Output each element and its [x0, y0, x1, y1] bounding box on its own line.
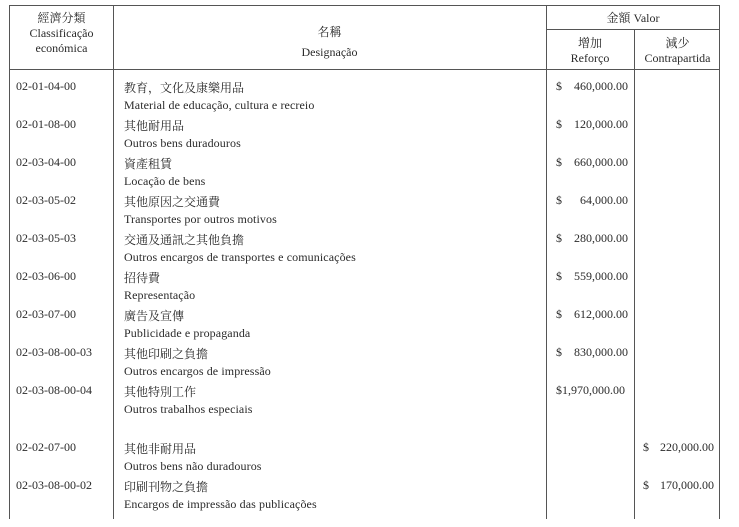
header-decrease-pt: Contrapartida [644, 51, 711, 65]
currency-sign: $ [556, 383, 562, 397]
row-code: 02-03-08-00-02 [16, 478, 92, 492]
row-name-zh: 資產租賃 [124, 157, 173, 171]
reforco-value: 460,000.00 [574, 79, 628, 93]
row-reforco [556, 231, 628, 246]
row-name-pt: Publicidade e propaganda [124, 326, 251, 340]
row-name-zh: 其他特別工作 [124, 385, 197, 399]
reforco-value: 660,000.00 [574, 155, 628, 169]
header-name-zh: 名稱 [317, 25, 342, 39]
currency-sign: $ [556, 307, 562, 321]
currency-sign: $ [556, 117, 562, 131]
row-name-pt: Outros bens não duradouros [124, 459, 262, 473]
header-decrease [634, 36, 721, 66]
header-economic-pt: Classificação económica [29, 26, 94, 55]
row-name-pt: Outros trabalhos especiais [124, 402, 253, 416]
row-name-pt: Material de educação, cultura e recreio [124, 98, 315, 112]
currency-sign: $ [556, 269, 562, 283]
header-increase-zh: 增加 [577, 36, 602, 50]
row-code: 02-03-08-00-03 [16, 345, 92, 359]
col-divider [634, 29, 635, 519]
header-increase-pt: Reforço [570, 51, 610, 65]
row-code: 02-01-04-00 [16, 79, 76, 93]
row-code: 02-03-04-00 [16, 155, 76, 169]
row-name-zh: 招待費 [124, 271, 161, 285]
row-name-zh: 廣告及宣傳 [124, 309, 185, 323]
row-reforco [556, 193, 628, 208]
row-name-pt: Outros encargos de impressão [124, 364, 271, 378]
row-name-pt: Outros encargos de transportes e comunicações [124, 250, 356, 264]
row-code: 02-02-07-00 [16, 440, 76, 454]
contrapartida-value: 170,000.00 [660, 478, 714, 492]
row-reforco [556, 79, 628, 94]
row-name-pt: Locação de bens [124, 174, 206, 188]
row-code: 02-03-05-03 [16, 231, 76, 245]
header-economic [10, 11, 113, 56]
reforco-value: 1,970,000.00 [562, 383, 625, 397]
reforco-value: 280,000.00 [574, 231, 628, 245]
row-divider [546, 29, 720, 30]
row-name-pt: Representação [124, 288, 196, 302]
header-name-pt: Designação [301, 45, 358, 59]
row-name-zh: 教育，文化及康樂用品 [124, 81, 245, 95]
budget-table [9, 5, 720, 519]
row-name-pt: Encargos de impressão das publicações [124, 497, 317, 511]
contrapartida-value: 220,000.00 [660, 440, 714, 454]
currency-sign: $ [556, 79, 562, 93]
header-economic-zh: 經濟分類 [37, 11, 86, 25]
reforco-value: 64,000.00 [580, 193, 628, 207]
row-reforco [556, 269, 628, 284]
row-reforco [556, 155, 628, 170]
row-name-zh: 其他耐用品 [124, 119, 185, 133]
row-code: 02-03-08-00-04 [16, 383, 92, 397]
reforco-value: 559,000.00 [574, 269, 628, 283]
header-amount-title: 金額 Valor [606, 11, 660, 25]
row-name-pt: Outros bens duradouros [124, 136, 241, 150]
row-name-zh: 其他印刷之負擔 [124, 347, 209, 361]
reforco-value: 612,000.00 [574, 307, 628, 321]
row-reforco [556, 383, 628, 398]
currency-sign: $ [643, 440, 649, 454]
row-name-pt: Transportes por outros motivos [124, 212, 277, 226]
row-reforco [556, 345, 628, 360]
header-decrease-zh: 減少 [665, 36, 690, 50]
currency-sign: $ [643, 478, 649, 492]
row-reforco [556, 307, 628, 322]
row-contrapartida [643, 440, 714, 455]
header-amount [546, 11, 720, 26]
row-code: 02-01-08-00 [16, 117, 76, 131]
currency-sign: $ [556, 345, 562, 359]
row-code: 02-03-06-00 [16, 269, 76, 283]
row-name-zh: 交通及通訊之其他負擔 [124, 233, 245, 247]
header-increase [546, 36, 634, 66]
row-name-zh: 其他非耐用品 [124, 442, 197, 456]
col-divider [546, 6, 547, 519]
row-code: 02-03-05-02 [16, 193, 76, 207]
reforco-value: 830,000.00 [574, 345, 628, 359]
row-reforco [556, 117, 628, 132]
header-name [113, 22, 546, 62]
row-contrapartida [643, 478, 714, 493]
row-name-zh: 其他原因之交通費 [124, 195, 221, 209]
header-divider [10, 69, 720, 70]
currency-sign: $ [556, 155, 562, 169]
currency-sign: $ [556, 193, 562, 207]
reforco-value: 120,000.00 [574, 117, 628, 131]
currency-sign: $ [556, 231, 562, 245]
row-code: 02-03-07-00 [16, 307, 76, 321]
row-name-zh: 印刷刊物之負擔 [124, 480, 209, 494]
